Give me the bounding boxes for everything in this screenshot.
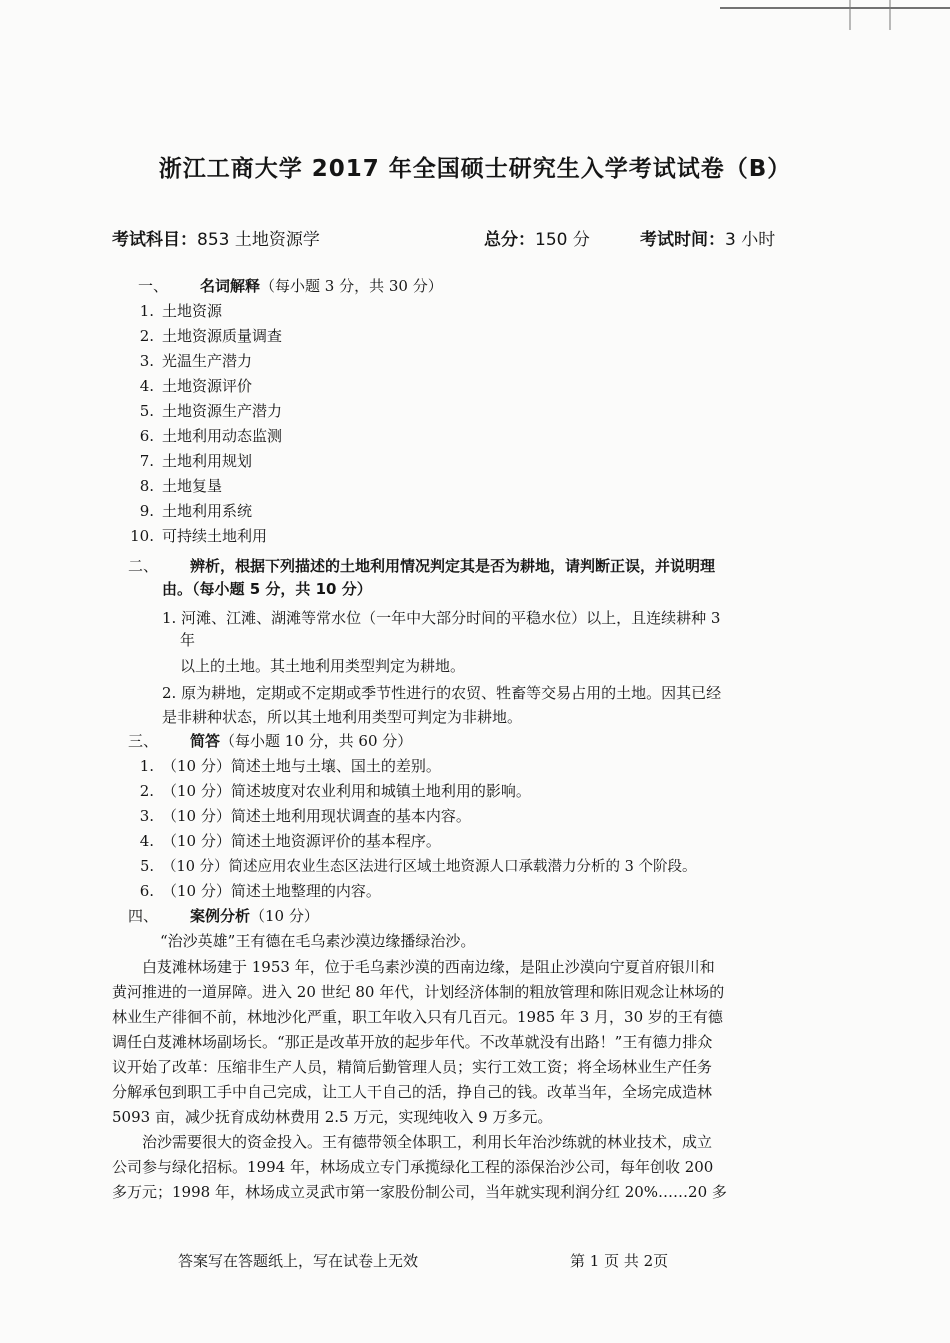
subject-label: 考试科目： — [112, 230, 197, 250]
section-title: 辨析，根据下列描述的土地利用情况判定其是否为耕地，请判断正误，并说明理 — [190, 557, 716, 575]
list-item: 2. 土地资源质量调查 — [139, 327, 283, 345]
list-item: 3. （10 分）简述土地利用现状调查的基本内容。 — [139, 807, 471, 825]
list-item: 3. 光温生产潜力 — [139, 352, 253, 370]
section-title: 简答 — [190, 732, 221, 750]
scan-edge-mark — [650, 0, 950, 30]
list-item: 1. （10 分）简述土地与土壤、国土的差别。 — [139, 757, 441, 775]
list-item: 9. 土地利用系统 — [139, 502, 253, 520]
time-label: 考试时间： — [640, 230, 725, 250]
section-4-heading — [128, 905, 319, 926]
case-item-2-line-2: 是非耕种状态，所以其土地利用类型可判定为非耕地。 — [162, 708, 523, 726]
case-paragraph-1: 白芨滩林场建于 1953 年，位于毛乌素沙漠的西南边缘，是阻止沙漠向宁夏首府银川和 黄河推进的一道屏障。进入 20 世纪 80 年代，计划经济体制的粗放管理和陈旧观念让林场的 林业生产徘徊不前，林地沙化严重，职工年收入只有几百元。1985 年 3 月，30 岁的王有德 调任白芨滩林场副场长。“那正是改革开放的起步年代。不改革就没有出路！”王有德力排众 议开始了改革：压缩非生产人员，精简后勤管理人员；实行工效工资；将全场林业生产任务 分解承包到职工手中自己完成，让工人干自己的活，挣自己的钱。改革当年，全场完成造林 5093 亩，减少抚育成幼林费用 2.5 万元，实现纯收入 9 万多元。 — [112, 958, 725, 1126]
section-title: 案例分析 — [190, 907, 251, 925]
footer-notice: 答案写在答题纸上，写在试卷上无效 — [178, 1252, 419, 1270]
list-item: 1. 土地资源 — [139, 302, 223, 320]
case-item-2-line-1: 2. 原为耕地，定期或不定期或季节性进行的农贸、牲畜等交易占用的土地。因其已经 — [162, 684, 722, 702]
section-number: 四、 — [128, 907, 159, 925]
list-item: 10. 可持续土地利用 — [130, 527, 268, 545]
list-item: 6. 土地利用动态监测 — [139, 427, 283, 445]
case-lead: “治沙英雄”王有德在毛乌素沙漠边缘播绿治沙。 — [160, 932, 476, 950]
list-item: 4. 土地资源评价 — [139, 377, 253, 395]
list-item: 6. （10 分）简述土地整理的内容。 — [139, 882, 381, 900]
section-3-heading — [128, 730, 412, 751]
section-scoring-note: （每小题 3 分，共 30 分） — [260, 277, 443, 295]
list-item: 4. （10 分）简述土地资源评价的基本程序。 — [139, 832, 441, 850]
case-item-1-line-2: 年 — [180, 631, 196, 649]
section-title: 名词解释 — [200, 277, 261, 295]
time-value: 3 小时 — [725, 230, 776, 250]
list-item: 5. （10 分）简述应用农业生态区法进行区域土地资源人口承载潜力分析的 3 个阶段。 — [140, 859, 697, 875]
total-value: 150 分 — [535, 230, 590, 250]
section-2-heading-cont: 由。（每小题 5 分，共 10 分） — [162, 580, 372, 598]
exam-total-score — [484, 225, 590, 250]
case-paragraph-2: 治沙需要很大的资金投入。王有德带领全体职工，利用长年治沙练就的林业技术，成立 公司参与绿化招标。1994 年，林场成立专门承揽绿化工程的添保治沙公司，每年创收 200 多万元；1998 年，林场成立灵武市第一家股份制公司，当年就实现利润分红 20%……20 多 — [112, 1133, 727, 1201]
section-number: 一、 — [138, 277, 169, 295]
exam-duration — [640, 225, 775, 250]
list-item: 8. 土地复垦 — [139, 477, 223, 495]
list-item: 5. 土地资源生产潜力 — [139, 402, 283, 420]
case-item-1-line-3: 以上的土地。其土地利用类型判定为耕地。 — [180, 657, 466, 675]
list-item: 2. （10 分）简述坡度对农业利用和城镇土地利用的影响。 — [139, 782, 531, 800]
exam-subject — [112, 225, 320, 250]
section-2-heading — [128, 555, 715, 576]
page-number: 第 1 页 共 2页 — [570, 1252, 669, 1270]
case-item-1-line-1: 1. 河滩、江滩、湖滩等常水位（一年中大部分时间的平稳水位）以上，且连续耕种 3 — [162, 609, 721, 627]
section-1-heading — [138, 275, 443, 296]
section-number: 三、 — [128, 732, 159, 750]
list-item: 7. 土地利用规划 — [139, 452, 253, 470]
exam-title: 浙江工商大学 2017 年全国硕士研究生入学考试试卷（B） — [158, 156, 792, 182]
section-scoring-note: （10 分） — [250, 907, 319, 925]
section-scoring-note: （每小题 10 分，共 60 分） — [220, 732, 413, 750]
total-label: 总分： — [484, 230, 535, 250]
subject-value: 853 土地资源学 — [197, 230, 320, 250]
section-number: 二、 — [128, 557, 159, 575]
